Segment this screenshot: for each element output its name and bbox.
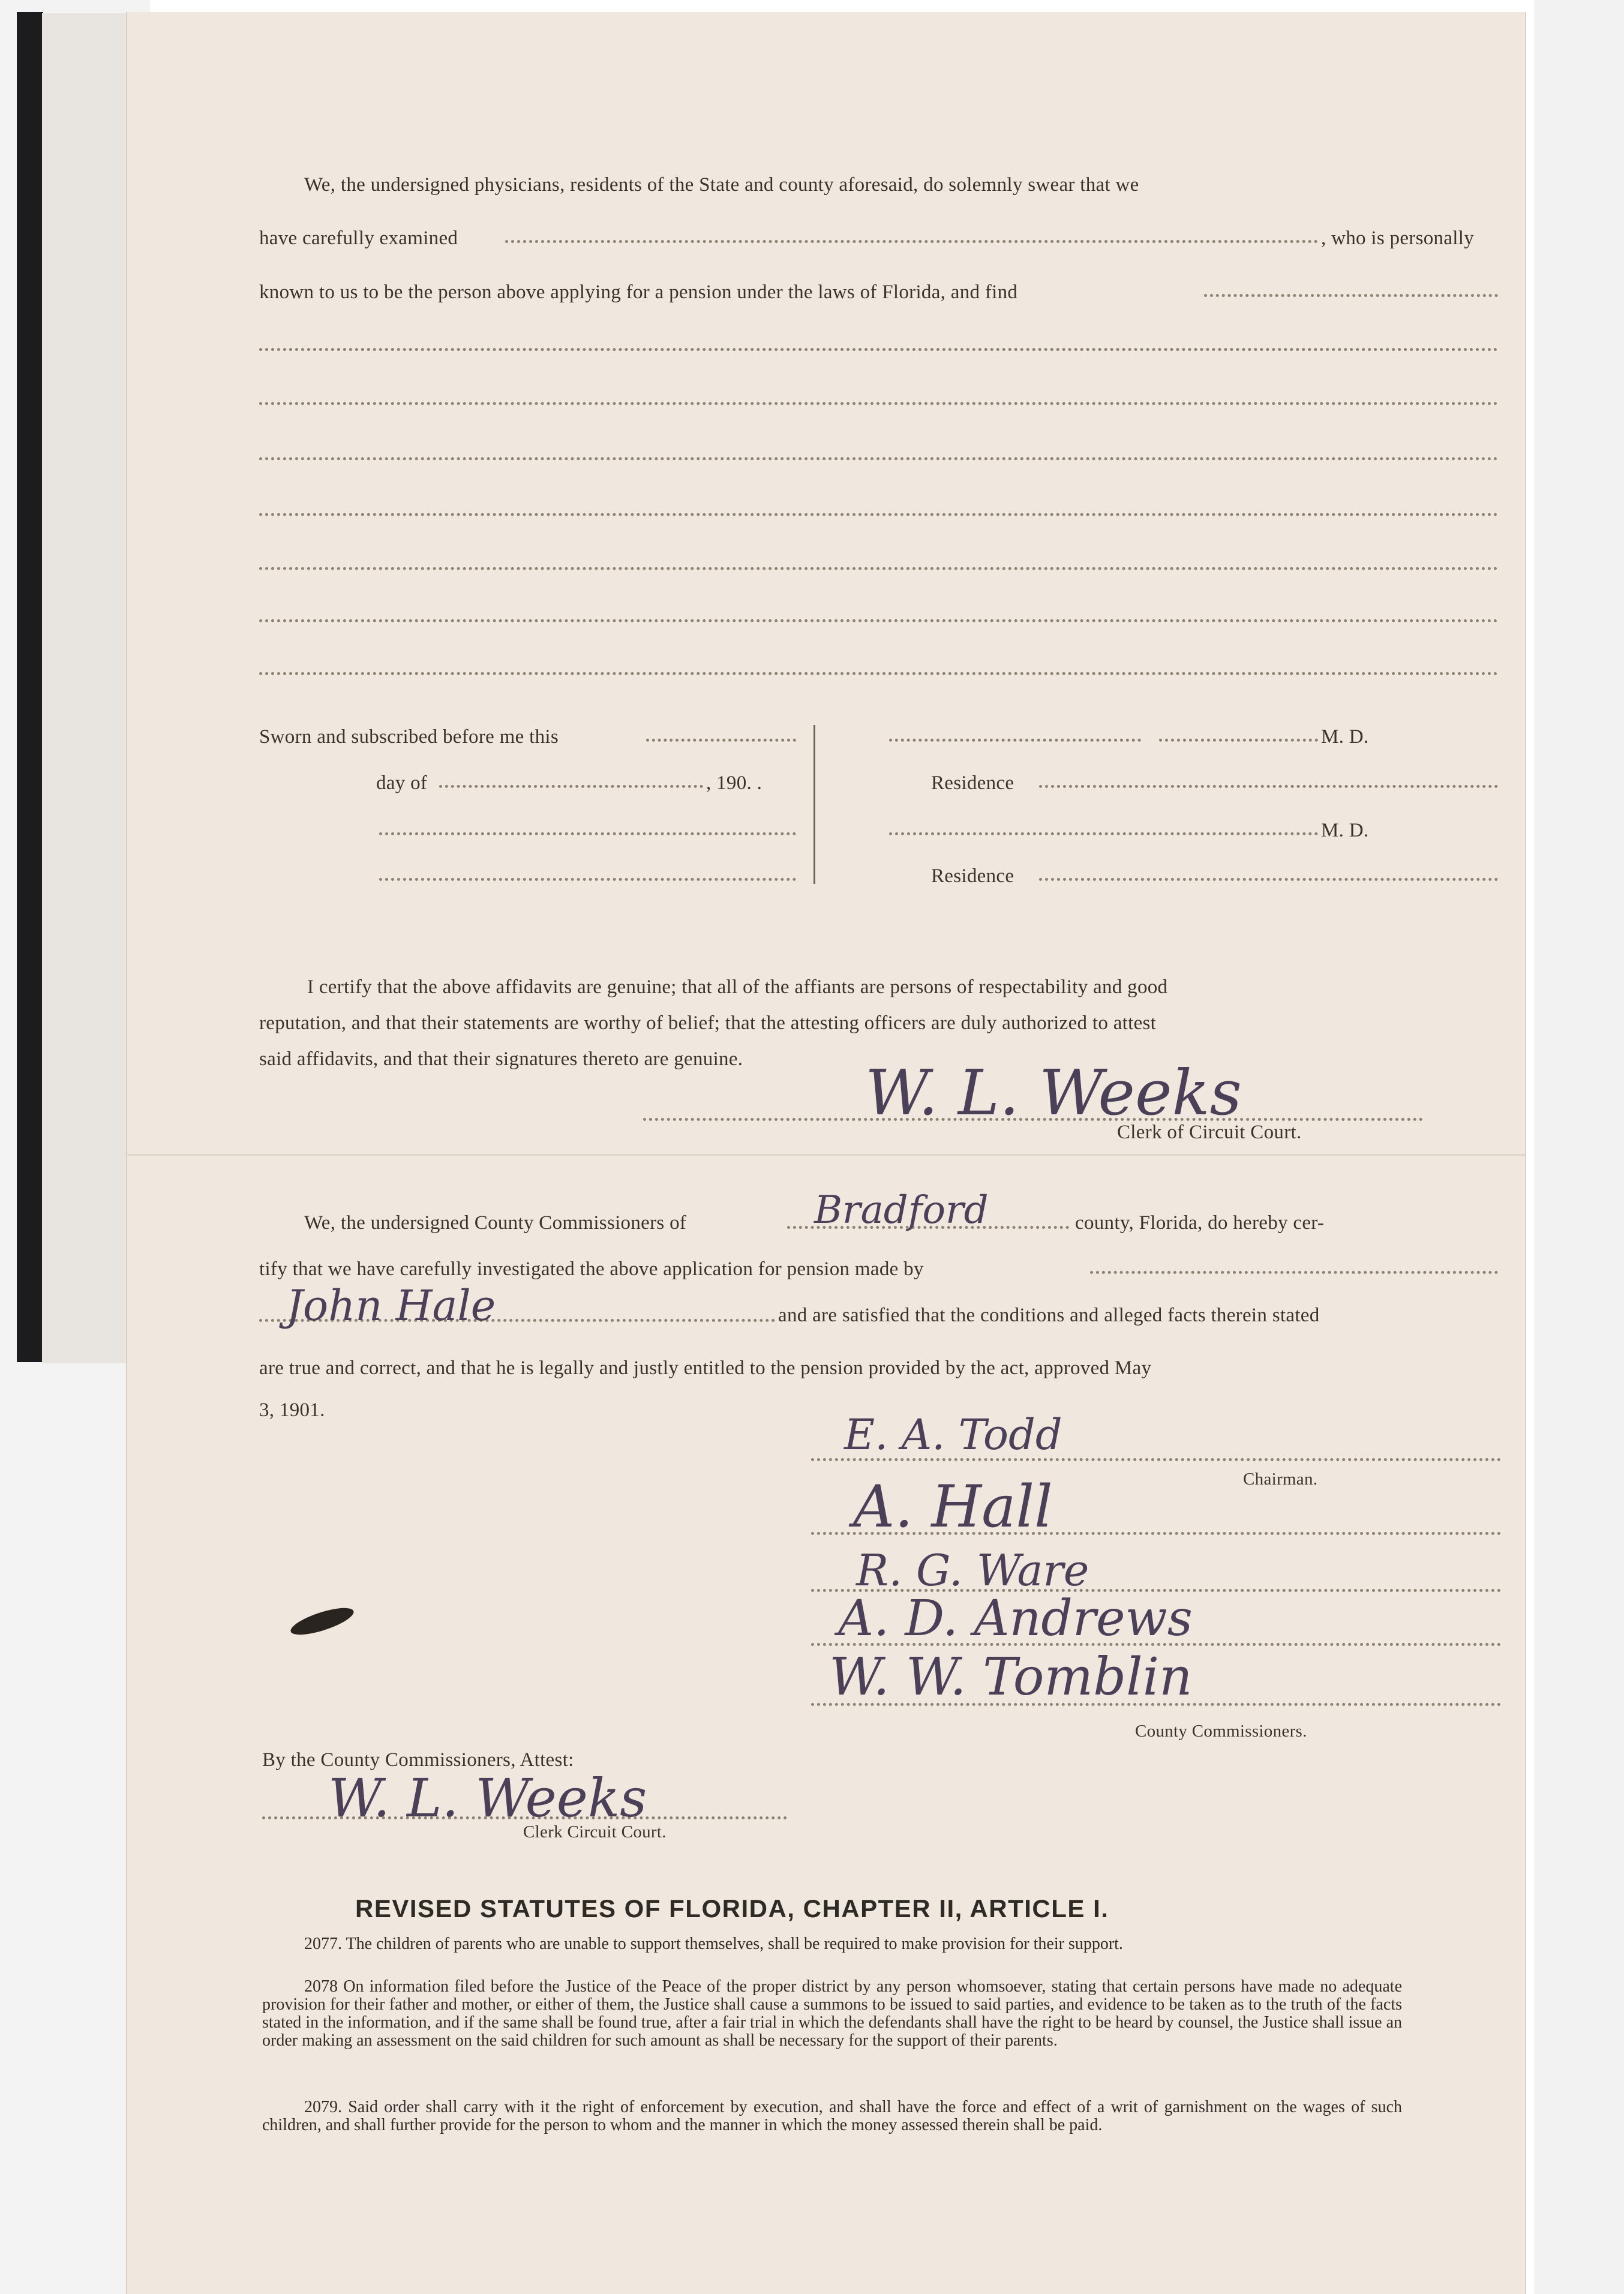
officer-title-blank xyxy=(379,878,796,881)
commissioner-signature-2: A. Hall xyxy=(853,1473,1053,1540)
commissioners-line-1-end: county, Florida, do hereby cer- xyxy=(1075,1212,1325,1234)
findings-line xyxy=(259,513,1498,516)
commissioners-line-1-start: We, the undersigned County Commissioners of xyxy=(304,1212,687,1234)
statute-2079: 2079. Said order shall carry with it the right of enforcement by execution, and shall have the force and effect of a writ of garnishment on the wages of such children, and shall further provide for the person to whom and the manner in which the money assessed therein shall be paid. xyxy=(262,2098,1402,2134)
clerk-cert-line-3: said affidavits, and that their signatures thereto are genuine. xyxy=(259,1048,743,1070)
findings-line xyxy=(259,348,1498,351)
residence-1-blank xyxy=(1039,785,1498,788)
clerk-cert-line-1: I certify that the above affidavits are genuine; that all of the affiants are persons of respectability and good xyxy=(307,976,1168,998)
findings-line xyxy=(259,672,1498,675)
commissioners-line-5: 3, 1901. xyxy=(259,1399,325,1421)
applicant-blank xyxy=(1090,1271,1498,1274)
chairman-signature: E. A. Todd xyxy=(844,1410,1062,1459)
statute-2077: 2077. The children of parents who are unable to support themselves, shall be required to make provision for their support. xyxy=(304,1935,1123,1953)
attest-title: Clerk Circuit Court. xyxy=(523,1822,667,1842)
physician-1-blank xyxy=(1159,739,1318,742)
commissioner-signature-3: R. G. Ware xyxy=(856,1545,1089,1596)
physician-1-blank xyxy=(889,739,1141,742)
attest-signature: W. L. Weeks xyxy=(328,1767,647,1829)
paper-fold xyxy=(127,1154,1525,1156)
sworn-label: Sworn and subscribed before me this xyxy=(259,726,559,748)
sworn-day-of: day of xyxy=(376,772,428,794)
bracket xyxy=(805,725,815,884)
findings-blank xyxy=(1204,294,1498,297)
county-handwritten: Bradford xyxy=(814,1188,989,1233)
commissioner-signature-5: W. W. Tomblin xyxy=(829,1647,1193,1707)
residence-2-label: Residence xyxy=(931,865,1014,887)
applicant-handwritten: John Hale xyxy=(286,1281,496,1330)
binder-edge xyxy=(17,12,43,1362)
findings-line xyxy=(259,567,1498,570)
md-2: M. D. xyxy=(1321,820,1369,841)
sworn-year: , 190. . xyxy=(706,772,763,794)
commissioner-signature-4: A. D. Andrews xyxy=(838,1590,1193,1647)
residence-2-blank xyxy=(1039,878,1498,881)
backing-sheet xyxy=(42,13,138,1363)
physician-2-blank xyxy=(889,832,1318,835)
officer-signature-blank xyxy=(379,832,796,835)
findings-line xyxy=(259,457,1498,460)
affidavit-line-3: known to us to be the person above applying for a pension under the laws of Florida, and find xyxy=(259,281,1018,303)
affidavit-line-1: We, the undersigned physicians, residents of the State and county aforesaid, do solemnly swear that we xyxy=(304,174,1139,196)
clerk-cert-line-2: reputation, and that their statements are worthy of belief; that the attesting officers are duly authorized to attest xyxy=(259,1012,1157,1034)
commissioners-line-4: are true and correct, and that he is legally and justly entitled to the pension provided by the act, approved May xyxy=(259,1357,1152,1379)
clerk-title: Clerk of Circuit Court. xyxy=(1117,1121,1302,1143)
commissioners-line-2: tify that we have carefully investigated the above application for pension made by xyxy=(259,1258,924,1280)
pension-document-page xyxy=(126,12,1526,2294)
scanner-background-right xyxy=(1534,0,1624,2294)
affidavit-line-2-end: , who is personally xyxy=(1321,227,1475,249)
clerk-signature: W. L. Weeks xyxy=(865,1056,1242,1129)
sworn-day-blank xyxy=(646,739,796,742)
chairman-label: Chairman. xyxy=(1243,1470,1318,1489)
statute-2078: 2078 On information filed before the Justice of the Peace of the proper district by any person whomsoever, stating that certain persons have made no adequate provision for their father and mother, or either of them, the Justice shall cause a summons to be issued to said parties, and evidence to be taken as to the truth of the facts stated in the information, and if the same shall be found true, after a fair trial in which the defendants shall have the right to be heard by counsel, the Justice shall issue an order making an assessment on the said children for such amount as shall be necessary for the support of their parents. xyxy=(262,1977,1402,2050)
examined-name-blank xyxy=(505,240,1318,243)
affidavit-line-2-start: have carefully examined xyxy=(259,227,458,249)
ink-blot xyxy=(288,1603,356,1641)
attest-label: By the County Commissioners, Attest: xyxy=(262,1749,574,1771)
commissioners-line-3-end: and are satisfied that the conditions and alleged facts therein stated xyxy=(778,1305,1320,1326)
residence-1-label: Residence xyxy=(931,772,1014,794)
sworn-month-blank xyxy=(439,785,703,788)
findings-line xyxy=(259,402,1498,405)
commissioners-label: County Commissioners. xyxy=(1135,1722,1307,1741)
md-1: M. D. xyxy=(1321,726,1369,748)
findings-line xyxy=(259,619,1498,622)
statutes-heading: REVISED STATUTES OF FLORIDA, CHAPTER II, ARTICLE I. xyxy=(355,1894,1109,1923)
